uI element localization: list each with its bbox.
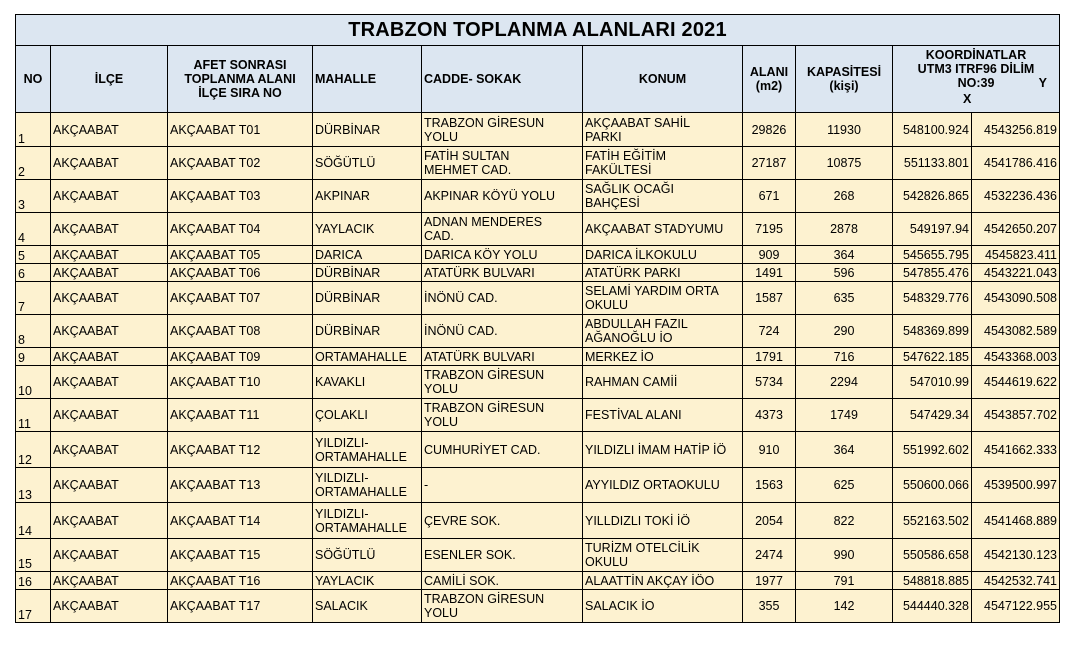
row-sira-no: AKÇAABAT T17: [168, 590, 313, 623]
row-ilce: AKÇAABAT: [51, 539, 168, 572]
row-coord-y: 4532236.436: [972, 180, 1060, 213]
row-coord-x: 550586.658: [893, 539, 972, 572]
row-konum-line: ABDULLAH FAZIL: [585, 317, 688, 331]
row-coord-x: 547622.185: [893, 348, 972, 366]
row-konum: [583, 432, 743, 468]
row-cadde-sokak-line: TRABZON GİRESUN: [424, 592, 545, 606]
row-konum-line: PARKI: [585, 129, 622, 144]
row-coord-x: 544440.328: [893, 590, 972, 623]
row-coord-x: 551992.602: [893, 432, 972, 468]
header-koord-line2: UTM3 ITRF96 DİLİM: [917, 62, 1035, 76]
row-cadde-sokak-line: TRABZON GİRESUN: [424, 401, 545, 415]
row-konum: [583, 503, 743, 539]
row-mahalle-line: KAVAKLI: [315, 375, 366, 389]
table-row: [16, 468, 1060, 503]
row-kapasite: 268: [796, 180, 893, 213]
row-konum-line: FATİH EĞİTİM: [585, 149, 667, 163]
row-alan: 1977: [743, 572, 796, 590]
row-alan: 910: [743, 432, 796, 468]
row-konum: [583, 213, 743, 246]
row-cadde-sokak-line: İNÖNÜ CAD.: [424, 291, 498, 305]
row-alan: 1791: [743, 348, 796, 366]
row-coord-y: 4543256.819: [972, 113, 1060, 147]
row-coord-y: 4541786.416: [972, 147, 1060, 180]
row-cadde-sokak: [422, 213, 583, 246]
row-coord-x: 551133.801: [893, 147, 972, 180]
row-konum-line: YILLDIZLI TOKİ İÖ: [585, 513, 691, 528]
row-ilce: AKÇAABAT: [51, 180, 168, 213]
row-no: 12: [16, 432, 51, 468]
row-ilce: AKÇAABAT: [51, 572, 168, 590]
row-cadde-sokak: [422, 113, 583, 147]
table-title: TRABZON TOPLANMA ALANLARI 2021: [16, 15, 1060, 46]
row-no: 7: [16, 282, 51, 315]
row-sira-no: AKÇAABAT T07: [168, 282, 313, 315]
row-cadde-sokak-line: CAD.: [424, 229, 454, 243]
row-coord-y: 4543090.508: [972, 282, 1060, 315]
header-mahalle: MAHALLE: [313, 46, 422, 113]
row-cadde-sokak: [422, 147, 583, 180]
row-cadde-sokak: [422, 315, 583, 348]
row-no: 13: [16, 468, 51, 503]
row-sira-no: AKÇAABAT T08: [168, 315, 313, 348]
table-body: [16, 113, 1060, 623]
row-konum-line: TURİZM OTELCİLİK: [585, 541, 700, 555]
row-mahalle-line: YILDIZLI-: [315, 506, 369, 521]
row-mahalle: [313, 366, 422, 399]
row-kapasite: 10875: [796, 147, 893, 180]
row-cadde-sokak: [422, 572, 583, 590]
header-koordinatlar: [893, 46, 1060, 113]
row-no: 1: [16, 113, 51, 147]
row-kapasite: 596: [796, 264, 893, 282]
row-konum: [583, 282, 743, 315]
header-afet-line3: İLÇE SIRA NO: [198, 86, 282, 100]
table-row: [16, 113, 1060, 147]
table-row: [16, 348, 1060, 366]
row-ilce: AKÇAABAT: [51, 147, 168, 180]
row-cadde-sokak: [422, 503, 583, 539]
row-konum: [583, 572, 743, 590]
row-kapasite: 290: [796, 315, 893, 348]
row-mahalle-line: YAYLACIK: [315, 222, 375, 236]
row-ilce: AKÇAABAT: [51, 113, 168, 147]
row-mahalle-line: YILDIZLI-: [315, 471, 369, 485]
row-konum-line: AKÇAABAT SAHİL: [585, 115, 691, 130]
row-coord-y: 4543857.702: [972, 399, 1060, 432]
row-coord-x: 550600.066: [893, 468, 972, 503]
row-mahalle-line: ORTAMAHALLE: [315, 520, 407, 535]
row-cadde-sokak-line: -: [424, 478, 429, 492]
row-konum-line: FAKÜLTESİ: [585, 163, 652, 177]
row-ilce: AKÇAABAT: [51, 366, 168, 399]
header-alani: [743, 46, 796, 113]
row-cadde-sokak: [422, 539, 583, 572]
row-konum-line: FESTİVAL ALANI: [585, 408, 682, 422]
row-mahalle: [313, 468, 422, 503]
row-alan: 1587: [743, 282, 796, 315]
row-kapasite: 142: [796, 590, 893, 623]
row-konum-line: SALACIK İO: [585, 599, 655, 613]
row-cadde-sokak: [422, 432, 583, 468]
row-mahalle-line: ORTAMAHALLE: [315, 485, 407, 499]
table-row: [16, 503, 1060, 539]
row-coord-y: 4547122.955: [972, 590, 1060, 623]
row-konum-line: DARICA İLKOKULU: [585, 247, 697, 262]
row-coord-y: 4544619.622: [972, 366, 1060, 399]
row-coord-x: 552163.502: [893, 503, 972, 539]
row-ilce: AKÇAABAT: [51, 264, 168, 282]
row-mahalle-line: DÜRBİNAR: [315, 291, 381, 305]
row-mahalle-line: AKPINAR: [315, 189, 370, 203]
row-coord-x: 542826.865: [893, 180, 972, 213]
row-cadde-sokak-line: ATATÜRK BULVARI: [424, 349, 535, 364]
row-coord-x: 547855.476: [893, 264, 972, 282]
row-mahalle: [313, 147, 422, 180]
table-row: [16, 180, 1060, 213]
row-alan: 909: [743, 246, 796, 264]
row-ilce: AKÇAABAT: [51, 315, 168, 348]
row-no: 14: [16, 503, 51, 539]
row-ilce: AKÇAABAT: [51, 468, 168, 503]
table-row: [16, 366, 1060, 399]
row-cadde-sokak: [422, 468, 583, 503]
row-konum: [583, 113, 743, 147]
row-coord-y: 4539500.997: [972, 468, 1060, 503]
row-no: 4: [16, 213, 51, 246]
row-cadde-sokak-line: FATİH SULTAN: [424, 149, 510, 163]
row-cadde-sokak-line: ESENLER SOK.: [424, 548, 516, 562]
row-ilce: AKÇAABAT: [51, 282, 168, 315]
row-kapasite: 716: [796, 348, 893, 366]
row-no: 17: [16, 590, 51, 623]
table-row: [16, 590, 1060, 623]
row-cadde-sokak-line: YOLU: [424, 382, 459, 396]
row-konum: [583, 539, 743, 572]
row-mahalle: [313, 539, 422, 572]
row-coord-y: 4541468.889: [972, 503, 1060, 539]
row-cadde-sokak-line: TRABZON GİRESUN: [424, 368, 545, 382]
row-sira-no: AKÇAABAT T10: [168, 366, 313, 399]
row-cadde-sokak-line: CAMİLİ SOK.: [424, 573, 500, 588]
table-row: [16, 147, 1060, 180]
row-cadde-sokak: [422, 348, 583, 366]
header-no: NO: [16, 46, 51, 113]
row-no: 15: [16, 539, 51, 572]
row-kapasite: 625: [796, 468, 893, 503]
row-mahalle: [313, 213, 422, 246]
row-konum: [583, 180, 743, 213]
header-kapasite: [796, 46, 893, 113]
row-mahalle-line: ÇOLAKLI: [315, 408, 368, 422]
row-ilce: AKÇAABAT: [51, 399, 168, 432]
row-sira-no: AKÇAABAT T06: [168, 264, 313, 282]
row-mahalle: [313, 399, 422, 432]
row-konum-line: AYYILDIZ ORTAOKULU: [585, 478, 720, 492]
row-mahalle-line: SÖĞÜTLÜ: [315, 548, 376, 562]
row-cadde-sokak-line: YOLU: [424, 415, 459, 429]
row-sira-no: AKÇAABAT T11: [168, 399, 313, 432]
row-konum: [583, 147, 743, 180]
row-alan: 2054: [743, 503, 796, 539]
row-cadde-sokak-line: AKPINAR KÖYÜ YOLU: [424, 189, 556, 203]
row-konum-line: SAĞLIK OCAĞI: [585, 182, 674, 196]
row-mahalle: [313, 503, 422, 539]
row-coord-y: 4542650.207: [972, 213, 1060, 246]
row-sira-no: AKÇAABAT T05: [168, 246, 313, 264]
row-ilce: AKÇAABAT: [51, 213, 168, 246]
header-koord-line3: NO:39: [957, 76, 995, 90]
row-sira-no: AKÇAABAT T01: [168, 113, 313, 147]
header-afet-line1: AFET SONRASI: [193, 58, 287, 72]
row-no: 16: [16, 572, 51, 590]
row-coord-y: 4545823.411: [972, 246, 1060, 264]
row-konum: [583, 468, 743, 503]
row-ilce: AKÇAABAT: [51, 432, 168, 468]
row-mahalle-line: ORTAMAHALLE: [315, 449, 407, 464]
row-konum-line: YILDIZLI İMAM HATİP İÖ: [585, 442, 727, 457]
row-konum: [583, 315, 743, 348]
header-koord-y: Y: [1038, 76, 1048, 90]
row-konum-line: OKULU: [585, 555, 629, 569]
row-konum: [583, 246, 743, 264]
row-ilce: AKÇAABAT: [51, 348, 168, 366]
row-mahalle: [313, 590, 422, 623]
row-cadde-sokak: [422, 246, 583, 264]
row-kapasite: 364: [796, 246, 893, 264]
row-coord-x: 547429.34: [893, 399, 972, 432]
row-cadde-sokak-line: CUMHURİYET CAD.: [424, 442, 541, 457]
row-no: 11: [16, 399, 51, 432]
row-cadde-sokak: [422, 590, 583, 623]
row-coord-x: 548329.776: [893, 282, 972, 315]
row-kapasite: 364: [796, 432, 893, 468]
row-kapasite: 2294: [796, 366, 893, 399]
row-alan: 671: [743, 180, 796, 213]
row-alan: 7195: [743, 213, 796, 246]
row-konum-line: SELAMİ YARDIM ORTA: [585, 284, 719, 298]
row-ilce: AKÇAABAT: [51, 590, 168, 623]
row-alan: 1491: [743, 264, 796, 282]
row-sira-no: AKÇAABAT T13: [168, 468, 313, 503]
row-mahalle: [313, 246, 422, 264]
table-row: [16, 264, 1060, 282]
row-no: 5: [16, 246, 51, 264]
row-alan: 5734: [743, 366, 796, 399]
row-konum-line: MERKEZ İO: [585, 349, 654, 364]
row-mahalle: [313, 315, 422, 348]
table-row: [16, 539, 1060, 572]
row-sira-no: AKÇAABAT T15: [168, 539, 313, 572]
header-koord-x: X: [963, 92, 972, 106]
header-alani-line2: (m2): [755, 79, 783, 93]
header-konum: KONUM: [583, 46, 743, 113]
row-konum-line: ATATÜRK PARKI: [585, 265, 681, 280]
table-row: [16, 315, 1060, 348]
row-no: 3: [16, 180, 51, 213]
row-mahalle: [313, 180, 422, 213]
row-cadde-sokak-line: YOLU: [424, 606, 459, 620]
header-cadde: CADDE- SOKAK: [422, 46, 583, 113]
row-alan: 27187: [743, 147, 796, 180]
row-mahalle: [313, 572, 422, 590]
row-mahalle-line: ORTAMAHALLE: [315, 349, 407, 364]
row-coord-x: 547010.99: [893, 366, 972, 399]
row-coord-x: 548369.899: [893, 315, 972, 348]
header-koord-line1: KOORDİNATLAR: [925, 48, 1027, 62]
row-mahalle: [313, 264, 422, 282]
row-cadde-sokak: [422, 264, 583, 282]
row-ilce: AKÇAABAT: [51, 246, 168, 264]
row-konum-line: OKULU: [585, 298, 629, 312]
row-cadde-sokak-line: ÇEVRE SOK.: [424, 513, 501, 528]
row-sira-no: AKÇAABAT T09: [168, 348, 313, 366]
row-mahalle: [313, 432, 422, 468]
row-kapasite: 791: [796, 572, 893, 590]
row-sira-no: AKÇAABAT T14: [168, 503, 313, 539]
row-coord-y: 4542532.741: [972, 572, 1060, 590]
row-coord-x: 545655.795: [893, 246, 972, 264]
row-cadde-sokak-line: MEHMET CAD.: [424, 163, 512, 177]
row-alan: 4373: [743, 399, 796, 432]
row-kapasite: 2878: [796, 213, 893, 246]
row-mahalle-line: YAYLACIK: [315, 573, 375, 588]
row-kapasite: 990: [796, 539, 893, 572]
table-row: [16, 246, 1060, 264]
row-mahalle-line: DARICA: [315, 247, 363, 262]
row-coord-x: 548818.885: [893, 572, 972, 590]
row-no: 6: [16, 264, 51, 282]
row-coord-y: 4543368.003: [972, 348, 1060, 366]
row-coord-y: 4543221.043: [972, 264, 1060, 282]
row-konum-line: ALAATTİN AKÇAY İÖO: [585, 573, 715, 588]
assembly-areas-table: [15, 14, 1060, 623]
row-konum: [583, 366, 743, 399]
row-alan: 724: [743, 315, 796, 348]
row-konum-line: AKÇAABAT STADYUMU: [585, 222, 724, 236]
row-mahalle-line: DÜRBİNAR: [315, 122, 381, 137]
row-mahalle: [313, 113, 422, 147]
row-cadde-sokak: [422, 282, 583, 315]
header-row: [16, 46, 1060, 113]
row-kapasite: 822: [796, 503, 893, 539]
row-no: 10: [16, 366, 51, 399]
row-coord-x: 548100.924: [893, 113, 972, 147]
row-alan: 29826: [743, 113, 796, 147]
row-cadde-sokak: [422, 399, 583, 432]
header-afet-sira-no: [168, 46, 313, 113]
row-ilce: AKÇAABAT: [51, 503, 168, 539]
row-konum-line: AĞANOĞLU İO: [585, 331, 673, 345]
row-sira-no: AKÇAABAT T16: [168, 572, 313, 590]
row-mahalle-line: DÜRBİNAR: [315, 324, 381, 338]
row-konum: [583, 399, 743, 432]
row-no: 8: [16, 315, 51, 348]
row-mahalle-line: DÜRBİNAR: [315, 265, 381, 280]
header-ilce: İLÇE: [51, 46, 168, 113]
row-sira-no: AKÇAABAT T02: [168, 147, 313, 180]
row-cadde-sokak-line: TRABZON GİRESUN: [424, 115, 545, 130]
row-no: 9: [16, 348, 51, 366]
row-cadde-sokak-line: YOLU: [424, 129, 459, 144]
table-row: [16, 282, 1060, 315]
table-row: [16, 213, 1060, 246]
row-coord-x: 549197.94: [893, 213, 972, 246]
row-mahalle-line: YILDIZLI-: [315, 435, 369, 450]
row-konum-line: RAHMAN CAMİİ: [585, 375, 678, 389]
row-konum: [583, 348, 743, 366]
row-mahalle: [313, 282, 422, 315]
table-row: [16, 432, 1060, 468]
table-row: [16, 399, 1060, 432]
row-kapasite: 635: [796, 282, 893, 315]
row-alan: 2474: [743, 539, 796, 572]
row-cadde-sokak-line: ATATÜRK BULVARI: [424, 265, 535, 280]
row-sira-no: AKÇAABAT T12: [168, 432, 313, 468]
row-alan: 1563: [743, 468, 796, 503]
row-cadde-sokak: [422, 180, 583, 213]
row-cadde-sokak-line: ADNAN MENDERES: [424, 215, 543, 229]
table-row: [16, 572, 1060, 590]
row-sira-no: AKÇAABAT T03: [168, 180, 313, 213]
header-kapasite-line1: KAPASİTESİ: [806, 65, 882, 79]
row-alan: 355: [743, 590, 796, 623]
row-konum: [583, 264, 743, 282]
row-cadde-sokak-line: İNÖNÜ CAD.: [424, 324, 498, 338]
row-coord-y: 4542130.123: [972, 539, 1060, 572]
row-kapasite: 11930: [796, 113, 893, 147]
row-cadde-sokak-line: DARICA KÖY YOLU: [424, 247, 538, 262]
header-kapasite-line2: (kişi): [829, 79, 859, 93]
row-mahalle-line: SÖĞÜTLÜ: [315, 156, 376, 170]
row-sira-no: AKÇAABAT T04: [168, 213, 313, 246]
row-coord-y: 4543082.589: [972, 315, 1060, 348]
row-cadde-sokak: [422, 366, 583, 399]
row-mahalle-line: SALACIK: [315, 599, 368, 613]
row-konum: [583, 590, 743, 623]
row-konum-line: BAHÇESİ: [585, 196, 640, 210]
row-mahalle: [313, 348, 422, 366]
row-kapasite: 1749: [796, 399, 893, 432]
header-afet-line2: TOPLANMA ALANI: [184, 72, 296, 86]
row-coord-y: 4541662.333: [972, 432, 1060, 468]
row-no: 2: [16, 147, 51, 180]
header-alani-line1: ALANI: [749, 65, 789, 79]
